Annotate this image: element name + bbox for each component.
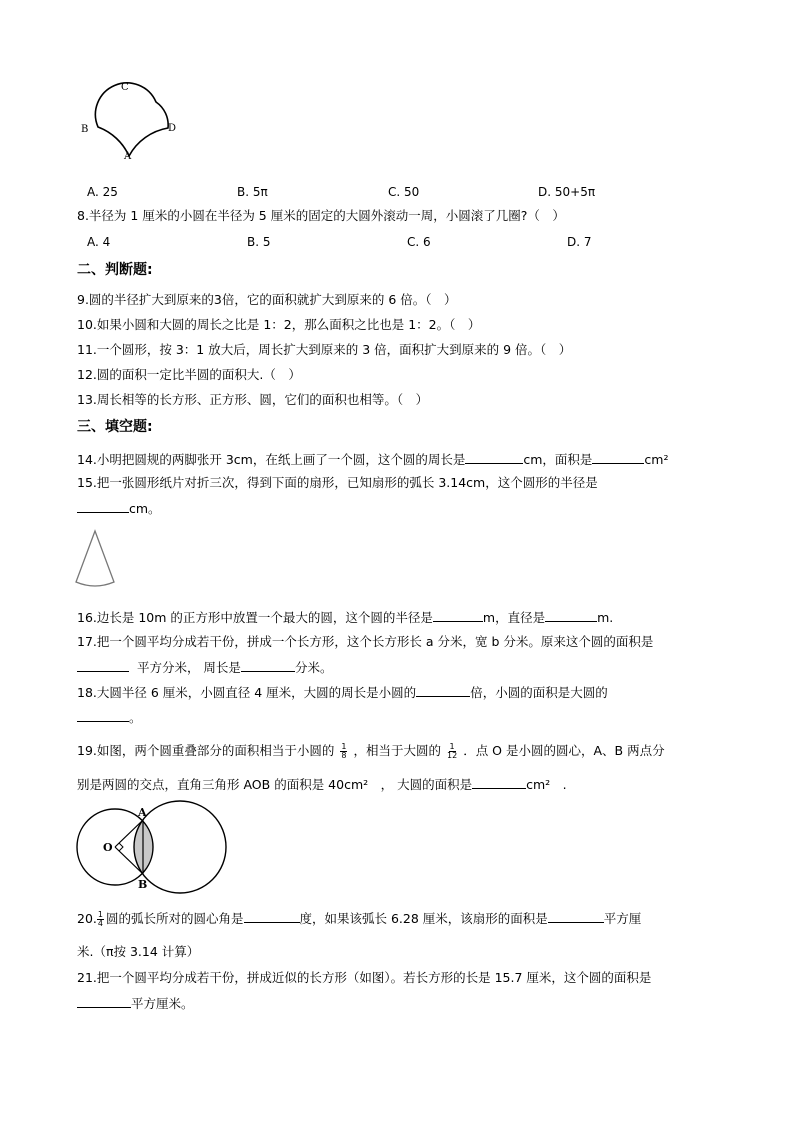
question-15-cont <box>77 500 161 517</box>
q14-blank-2[interactable] <box>592 451 644 464</box>
q14-text-1: 14.小明把圆规的两脚张开 3cm，在纸上画了一个圆，这个圆的周长是 <box>77 452 466 467</box>
q15-blank[interactable] <box>77 500 129 513</box>
q16-blank-1[interactable] <box>433 609 483 622</box>
question-10: 10.如果小圆和大圆的周长之比是 1：2，那么面积之比也是 1：2。（ ） <box>77 317 481 332</box>
q8-option-c: C. 6 <box>407 235 431 249</box>
question-16 <box>77 609 613 626</box>
question-13: 13.周长相等的长方形、正方形、圆，它们的面积也相等。（ ） <box>77 392 429 407</box>
q18-text-3: 。 <box>129 710 142 725</box>
question-11: 11.一个圆形，按 3：1 放大后，周长扩大到原来的 3 倍，面积扩大到原来的 9 倍。（ ） <box>77 342 572 357</box>
question-12: 12.圆的面积一定比半圆的面积大.（ ） <box>77 367 301 382</box>
q20-blank-1[interactable] <box>244 910 300 923</box>
label-a: A <box>124 151 132 162</box>
q17-blank-2[interactable] <box>241 659 295 672</box>
q19-text-4: 别是两圆的交点，直角三角形 AOB 的面积是 40cm² ， 大圆的面积是 <box>77 777 473 792</box>
q15-text-2: cm。 <box>129 501 161 516</box>
q7-option-b: B. 5π <box>237 185 268 199</box>
q17-blank-1[interactable] <box>77 659 129 672</box>
q18-blank-1[interactable] <box>416 684 470 697</box>
q8-option-b: B. 5 <box>247 235 271 249</box>
question-20-cont: 米.（π按 3.14 计算） <box>77 944 200 959</box>
label-d: D <box>168 123 177 134</box>
q17-text-3: 分米。 <box>294 660 333 675</box>
sector-figure-q15 <box>72 528 118 594</box>
section-heading-judgement: 二、判断题: <box>77 262 153 278</box>
q20-text-0: 20. <box>77 911 97 926</box>
question-21-cont <box>77 995 194 1012</box>
q20-text-3: 平方厘 <box>603 911 642 926</box>
q18-blank-2[interactable] <box>77 709 129 722</box>
label-o: O <box>103 841 113 854</box>
q19-text-1: 19.如图，两个圆重叠部分的面积相当于小圆的 <box>77 743 335 758</box>
q20-blank-2[interactable] <box>548 910 604 923</box>
q17-text-2: 平方分米， 周长是 <box>136 660 241 675</box>
fraction-1-12: $\frac{1}{12}$ <box>447 742 458 760</box>
question-14 <box>77 451 668 468</box>
sector-shape <box>76 531 114 586</box>
two-circles-figure-q19 <box>72 800 232 894</box>
question-8: 8.半径为 1 厘米的小圆在半径为 5 厘米的固定的大圆外滚动一周，小圆滚了几圈?（ ） <box>77 208 565 223</box>
section-heading-fill-in: 三、填空题: <box>77 419 153 435</box>
arc-figure-q7 <box>76 76 186 162</box>
label-c: C <box>121 82 129 93</box>
question-19 <box>77 743 665 760</box>
fraction-1-4: $\frac{1}{4}$ <box>97 910 103 928</box>
q14-text-3: cm² <box>644 452 669 467</box>
question-17: 17.把一个圆平均分成若干份，拼成一个长方形，这个长方形长 a 分米，宽 b 分米。原来这个圆的面积是 <box>77 634 654 649</box>
label-b: B <box>138 878 148 891</box>
question-21: 21.把一个圆平均分成若干份，拼成近似的长方形（如图）。若长方形的长是 15.7 厘米，这个圆的面积是 <box>77 970 652 985</box>
q7-option-d: D. 50+5π <box>538 185 596 199</box>
q19-blank[interactable] <box>472 776 526 789</box>
q18-text-2: 倍，小圆的面积是大圆的 <box>470 685 608 700</box>
q7-option-c: C. 50 <box>388 185 420 199</box>
q16-blank-2[interactable] <box>545 609 597 622</box>
q14-blank-1[interactable] <box>465 451 523 464</box>
q21-text-2: 平方厘米。 <box>131 996 194 1011</box>
q20-text-2: 度，如果该弧长 6.28 厘米，该扇形的面积是 <box>299 911 548 926</box>
label-a: A <box>138 806 147 819</box>
q19-text-5: cm² . <box>526 777 567 792</box>
q19-text-3: ．点 O 是小圆的圆心，A、B 两点分 <box>463 743 665 758</box>
right-angle-mark <box>119 843 123 851</box>
arc-figure-shape <box>95 83 168 156</box>
fraction-1-8: $\frac{1}{8}$ <box>341 742 347 760</box>
question-19-cont <box>77 776 567 793</box>
q8-option-d: D. 7 <box>567 235 592 249</box>
question-20 <box>77 910 641 928</box>
q8-option-a: A. 4 <box>87 235 111 249</box>
question-17-cont <box>77 659 332 676</box>
q16-text-1: 16.边长是 10m 的正方形中放置一个最大的圆，这个圆的半径是 <box>77 610 433 625</box>
q16-text-2: m，直径是 <box>482 610 546 625</box>
q18-text-1: 18.大圆半径 6 厘米，小圆直径 4 厘米，大圆的周长是小圆的 <box>77 685 417 700</box>
q20-text-1: 圆的弧长所对的圆心角是 <box>105 911 244 926</box>
question-18-cont <box>77 709 142 726</box>
question-18 <box>77 684 608 701</box>
question-9: 9.圆的半径扩大到原来的3倍，它的面积就扩大到原来的 6 倍。（ ） <box>77 292 457 307</box>
question-15: 15.把一张圆形纸片对折三次，得到下面的扇形，已知扇形的弧长 3.14cm，这个圆形的半径是 <box>77 475 598 490</box>
q16-text-3: m. <box>597 610 614 625</box>
label-b: B <box>81 124 89 135</box>
q7-option-a: A. 25 <box>87 185 118 199</box>
q14-text-2: cm，面积是 <box>523 452 593 467</box>
q21-blank[interactable] <box>77 995 131 1008</box>
q19-text-2: ，相当于大圆的 <box>353 743 441 758</box>
